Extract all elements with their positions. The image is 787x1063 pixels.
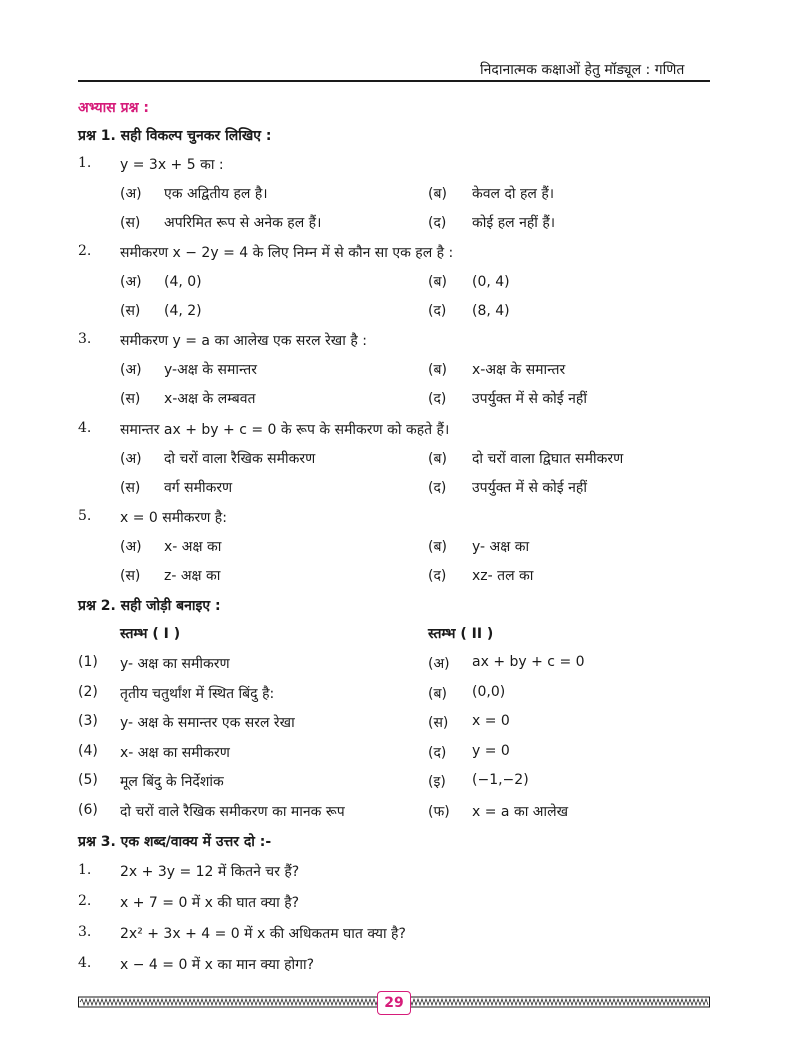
column-two-text: x = a का आलेख	[472, 803, 569, 820]
option	[120, 449, 315, 468]
option-label: (अ)	[120, 451, 142, 467]
option-text: उपर्युक्त में से कोई नहीं	[472, 480, 587, 496]
option-text: (4, 0)	[164, 274, 202, 290]
column-one-heading: स्तम्भ ( I )	[120, 626, 181, 642]
option-label: (स)	[120, 215, 141, 231]
option-label: (द)	[428, 391, 447, 407]
option-text: एक अद्वितीय हल है।	[164, 186, 268, 202]
option-label: (अ)	[120, 186, 142, 202]
option	[428, 184, 554, 203]
option-text: (0, 4)	[472, 274, 510, 290]
option-label: (द)	[428, 303, 447, 319]
option	[120, 566, 220, 585]
option	[120, 360, 257, 379]
column-one-text: तृतीय चतुर्थांश में स्थित बिंदु है:	[120, 685, 275, 702]
column-one-label: (4)	[78, 742, 98, 759]
option-label: (ब)	[428, 274, 447, 290]
option	[120, 213, 321, 232]
option	[428, 449, 623, 468]
column-two-label: (स)	[428, 715, 449, 731]
option	[428, 272, 510, 291]
header-rule	[78, 80, 710, 82]
option-text: केवल दो हल हैं।	[472, 186, 555, 202]
column-one-label: (5)	[78, 772, 98, 788]
option	[428, 537, 529, 556]
column-two-text: (−1,−2)	[472, 772, 529, 788]
option-text: अपरिमित रूप से अनेक हल हैं।	[164, 215, 322, 231]
question-text: 2x² + 3x + 4 = 0 में x की अधिकतम घात क्या है?	[120, 926, 406, 942]
option	[428, 213, 555, 232]
option-label: (द)	[428, 480, 447, 496]
question-number: 3.	[78, 924, 92, 940]
option	[428, 566, 533, 585]
column-two-label: (अ)	[428, 656, 450, 672]
question-stem: समान्तर ax + by + c = 0 के रूप के समीकरण को कहते हैं।	[120, 422, 450, 438]
option-text: वर्ग समीकरण	[164, 480, 233, 496]
column-one-text: y- अक्ष का समीकरण	[120, 656, 230, 672]
option	[428, 478, 587, 497]
question-number: 1.	[78, 862, 92, 878]
option	[120, 184, 268, 203]
option-text: y- अक्ष का	[472, 539, 530, 555]
option	[120, 389, 256, 408]
page-number: 29	[377, 991, 411, 1015]
section-title: अभ्यास प्रश्न :	[78, 100, 149, 116]
question-number: 2.	[78, 893, 92, 909]
option-text: xz- तल का	[472, 568, 534, 584]
q1-heading: प्रश्न 1. सही विकल्प चुनकर लिखिए :	[78, 128, 272, 144]
option	[120, 537, 221, 556]
column-two-heading: स्तम्भ ( II )	[428, 626, 494, 642]
option-label: (द)	[428, 568, 447, 584]
option	[428, 389, 587, 408]
option	[120, 478, 232, 497]
question-number: 2.	[78, 243, 92, 259]
column-one-text: मूल बिंदु के निर्देशांक	[120, 774, 224, 790]
column-one-text: y- अक्ष के समान्तर एक सरल रेखा	[120, 715, 295, 731]
question-text: x + 7 = 0 में x की घात क्या है?	[120, 895, 300, 911]
column-one-label: (6)	[78, 801, 98, 818]
option-label: (ब)	[428, 362, 447, 378]
column-one-text: x- अक्ष का समीकरण	[120, 744, 230, 761]
option	[120, 301, 202, 320]
question-text: 2x + 3y = 12 में कितने चर हैं?	[120, 864, 300, 880]
column-two-text: y = 0	[472, 742, 510, 759]
column-two-text: x = 0	[472, 713, 510, 729]
option	[428, 360, 565, 379]
question-number: 4.	[78, 420, 92, 436]
option-label: (ब)	[428, 539, 447, 555]
option-text: दो चरों वाला रैखिक समीकरण	[164, 451, 316, 467]
option-text: z- अक्ष का	[164, 568, 221, 584]
column-one-label: (2)	[78, 683, 98, 700]
option-label: (ब)	[428, 186, 447, 202]
running-header: निदानात्मक कक्षाओं हेतु मॉड्यूल : गणित	[480, 62, 685, 78]
q2-heading: प्रश्न 2. सही जोड़ी बनाइए :	[78, 598, 221, 614]
question-number: 5.	[78, 508, 92, 524]
column-one-label: (1)	[78, 654, 98, 670]
column-two-label: (द)	[428, 744, 447, 761]
option	[120, 272, 202, 291]
option	[428, 301, 510, 320]
question-stem: x = 0 समीकरण है:	[120, 510, 227, 526]
option-label: (स)	[120, 480, 141, 496]
column-two-label: (ब)	[428, 685, 447, 702]
option-text: y-अक्ष के समान्तर	[164, 362, 257, 378]
option-label: (स)	[120, 568, 141, 584]
option-label: (अ)	[120, 539, 142, 555]
option-text: कोई हल नहीं हैं।	[472, 215, 556, 231]
option-text: उपर्युक्त में से कोई नहीं	[472, 391, 587, 407]
column-one-text: दो चरों वाले रैखिक समीकरण का मानक रूप	[120, 803, 345, 820]
option-text: (8, 4)	[472, 303, 510, 319]
column-two-text: ax + by + c = 0	[472, 654, 585, 670]
column-two-label: (फ)	[428, 803, 450, 820]
column-one-label: (3)	[78, 713, 98, 729]
option-label: (ब)	[428, 451, 447, 467]
question-stem: समीकरण y = a का आलेख एक सरल रेखा है :	[120, 333, 367, 349]
option-label: (स)	[120, 391, 141, 407]
option-text: दो चरों वाला द्विघात समीकरण	[472, 451, 624, 467]
question-number: 4.	[78, 955, 92, 971]
option-text: x- अक्ष का	[164, 539, 222, 555]
question-number: 1.	[78, 155, 92, 171]
question-stem: y = 3x + 5 का :	[120, 157, 224, 173]
option-label: (अ)	[120, 362, 142, 378]
question-number: 3.	[78, 331, 92, 347]
q3-heading: प्रश्न 3. एक शब्द/वाक्य में उत्तर दो :-	[78, 834, 272, 850]
option-text: (4, 2)	[164, 303, 202, 319]
question-stem: समीकरण x − 2y = 4 के लिए निम्न में से कौन सा एक हल है :	[120, 245, 454, 261]
question-text: x − 4 = 0 में x का मान क्या होगा?	[120, 957, 315, 973]
column-two-label: (इ)	[428, 774, 446, 790]
column-two-text: (0,0)	[472, 683, 506, 700]
option-label: (अ)	[120, 274, 142, 290]
option-label: (स)	[120, 303, 141, 319]
option-label: (द)	[428, 215, 447, 231]
option-text: x-अक्ष के समान्तर	[472, 362, 566, 378]
option-text: x-अक्ष के लम्बवत	[164, 391, 256, 407]
